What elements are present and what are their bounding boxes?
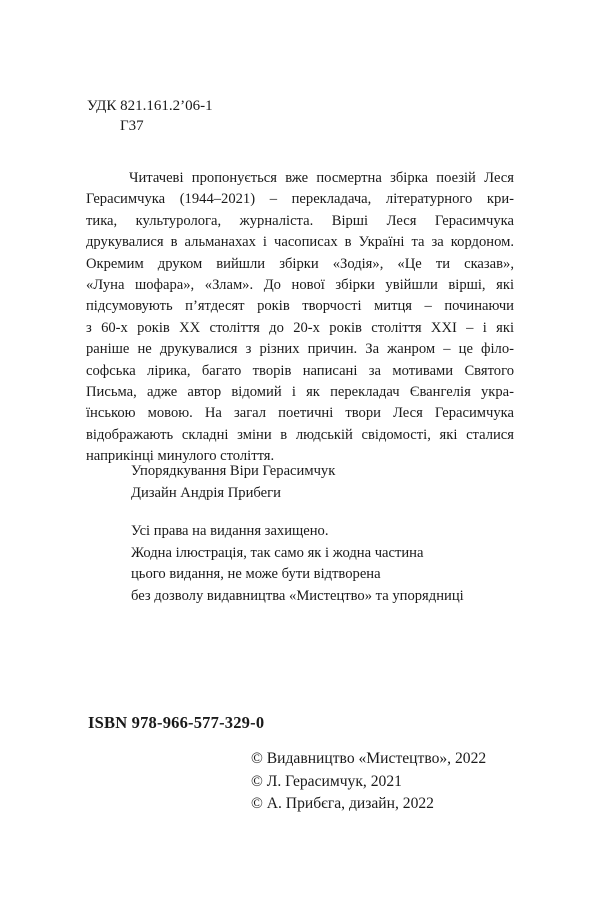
annotation-line: «Луна шофара», «Злам». До нової збірки увійшли вірші, які: [86, 276, 514, 293]
annotation-line: з 60-х років ХХ століття до 20-х років століття ХХІ – і які: [86, 319, 514, 336]
copyright-line: © Видавництво «Мистецтво», 2022: [251, 750, 487, 767]
copyright-line: © А. Прибєга, дизайн, 2022: [251, 795, 434, 812]
copyright-line: © Л. Герасимчук, 2021: [251, 772, 402, 790]
annotation-line: наприкінці минулого століття.: [86, 448, 275, 465]
annotation-line: тика, культуролога, журналіста. Вірші Леся Герасимчука: [86, 212, 514, 229]
isbn: ISBN 978-966-577-329-0: [88, 713, 265, 732]
annotation-line: софська лірика, багато творів написані за мотивами Святого: [86, 362, 514, 379]
rights-line: Жодна ілюстрація, так само як і жодна частина: [131, 544, 424, 561]
annotation-line: Письма, адже автор відомий і як перекладач Євангелія укра-: [86, 383, 514, 400]
udk-code: УДК 821.161.2’06-1: [87, 98, 213, 114]
copyright-block: [251, 748, 486, 816]
rights-line: Усі права на видання захищено.: [131, 523, 329, 539]
credits-block: [131, 461, 335, 504]
compiler-credit: Упорядкування Віри Герасимчук: [131, 463, 336, 479]
rights-notice: [131, 521, 464, 607]
annotation-line: їнською мовою. На загал поетичні твори Леся Герасимчука: [86, 405, 514, 422]
annotation-line: раніше не друкувалися з різних причин. За жанром – це філо-: [86, 341, 514, 358]
annotation-line: Окремим друком вийшли збірки «Зодія», «Це ти сказав»,: [86, 255, 514, 272]
annotation-line: Герасимчука (1944–2021) – перекладача, літературного кри-: [86, 191, 514, 208]
design-credit: Дизайн Андрія Прибеги: [131, 484, 281, 501]
annotation-paragraph: [86, 168, 514, 467]
annotation-line: відображають складні зміни в людській свідомості, які сталися: [86, 426, 514, 443]
annotation-line: підсумовують п’ятдесят років творчості митця – починаючи: [86, 298, 514, 315]
author-mark: Г37: [120, 118, 144, 134]
annotation-line: друкувалися в альманахах і часописах в Україні та за кордоном.: [86, 234, 514, 251]
annotation-line: Читачеві пропонується вже посмертна збірка поезій Леся: [129, 170, 514, 186]
rights-line: без дозволу видавництва «Мистецтво» та упорядниці: [131, 587, 464, 604]
rights-line: цього видання, не може бути відтворена: [131, 566, 381, 582]
